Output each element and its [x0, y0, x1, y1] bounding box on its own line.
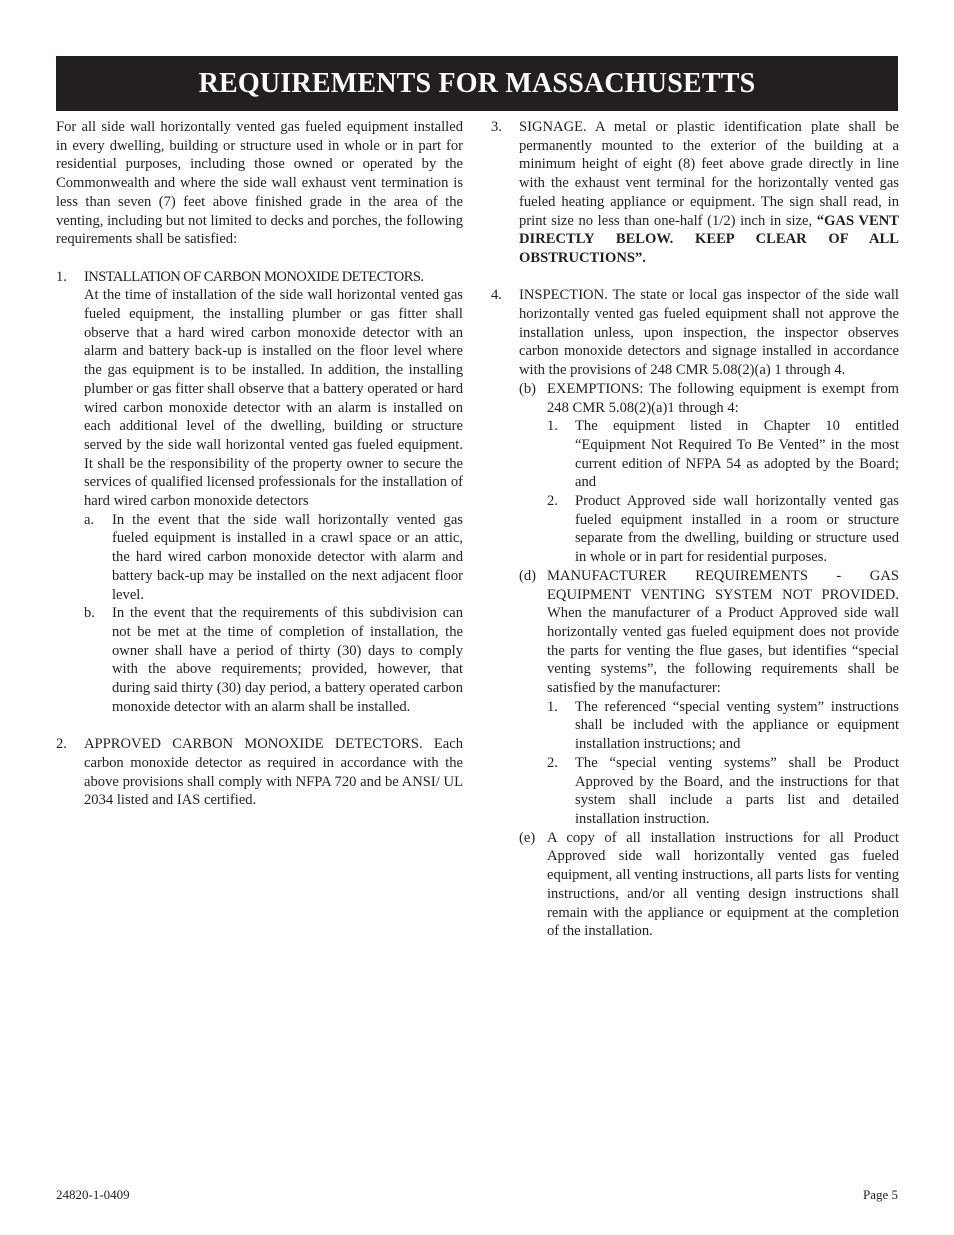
item-number: 1. — [56, 268, 67, 285]
subsubitem-label: 2. — [547, 493, 558, 510]
subsubitem-text: The referenced “special venting system” instructions shall be included with the appliance or equipment installation instructions; and — [575, 698, 899, 753]
subitem-label: a. — [84, 511, 95, 528]
item-number: 4. — [491, 287, 502, 304]
signage-wording: “GAS VENT DIRECTLY BELOW. KEEP CLEAR OF ALL OBSTRUCTIONS”. — [519, 212, 899, 266]
left-column — [56, 118, 463, 810]
subitem-e-installation-instructions — [519, 829, 899, 941]
subitem-text: A copy of all installation instructions for all Product Approved side wall horizontally vented gas fueled equipment, all venting instructions, all parts lists for venting instructions, and/or all venting design instructions shall remain with the appliance or equipment at the completion of the installation. — [547, 829, 899, 940]
subsubitem-1 — [547, 417, 899, 492]
item-heading: INSTALLATION OF CARBON MONOXIDE DETECTORS. — [84, 268, 424, 285]
document-number: 24820-1-0409 — [56, 1187, 130, 1202]
subitem-a — [84, 511, 463, 605]
subitem-text: MANUFACTURER REQUIREMENTS - GAS EQUIPMENT VENTING SYSTEM NOT PROVIDED. When the manufacturer of a Product Approved side wall horizontally vented gas fueled equipment does not provide the parts for venting the flue gases, but identifies “special venting systems”, the following requirements shall be satisfied by the manufacturer: — [547, 567, 899, 697]
subitem-label: b. — [84, 605, 95, 622]
subsubitem-text: The “special venting systems” shall be Product Approved by the Board, and the instructions for that system shall include a parts list and detailed installation instruction. — [575, 754, 899, 827]
subitem-text: EXEMPTIONS: The following equipment is exempt from 248 CMR 5.08(2)(a)1 through 4: — [547, 380, 899, 416]
item-2-approved-co-detectors — [56, 735, 463, 810]
intro-paragraph: For all side wall horizontally vented gas fueled equipment installed in every dwelling, building or structure used in whole or in part for residential purposes, including those owned or operated by the Commonwealth and where the side wall exhaust vent termination is less than seven (7) feet above finished grade in the area of the venting, including but not limited to decks and porches, the following requirements shall be satisfied: — [56, 119, 463, 248]
subsubitem-1 — [547, 698, 899, 754]
subitem-label: (e) — [519, 829, 536, 846]
subsubitem-text: Product Approved side wall horizontally vented gas fueled equipment installed in a room or structure separate from the dwelling, building or structure used in whole or in part for residential purposes. — [575, 493, 899, 566]
subitem-b — [84, 604, 463, 716]
subitem-label: (d) — [519, 567, 537, 584]
subitem-text: In the event that the side wall horizontally vented gas fueled equipment is installed in a crawl space or an attic, the hard wired carbon monoxide detector with alarm and battery back-up may be installed on the next adjacent floor level. — [112, 511, 463, 603]
item-text — [519, 118, 899, 268]
item-1-installation-co-detectors — [56, 268, 463, 717]
subitem-d-manufacturer-requirements — [519, 567, 899, 829]
item-4-inspection — [491, 286, 899, 941]
subsubitem-label: 1. — [547, 418, 558, 435]
page-number: Page 5 — [862, 1187, 898, 1202]
subsubitem-2 — [547, 754, 899, 829]
item-number: 2. — [56, 736, 67, 753]
subitem-b-exemptions — [519, 380, 899, 567]
subsubitem-text: The equipment listed in Chapter 10 entitled “Equipment Not Required To Be Vented” in the most current edition of NFPA 54 as adopted by the Board; and — [575, 418, 899, 491]
subsubitem-label: 2. — [547, 754, 558, 771]
subsubitem-2 — [547, 492, 899, 567]
page-title: REQUIREMENTS FOR MASSACHUSETTS — [56, 56, 898, 111]
subsubitem-label: 1. — [547, 698, 558, 715]
item-text: INSPECTION. The state or local gas inspector of the side wall horizontally vented gas fueled equipment shall not approve the installation unless, upon inspection, the inspector observes carbon monoxide detectors and signage installed in accordance with the provisions of 248 CMR 5.08(2)(a) 1 through 4. — [519, 287, 899, 379]
subitem-label: (b) — [519, 380, 537, 397]
signage-text: SIGNAGE. A metal or plastic identification plate shall be permanently mounted to the exterior of the building at a minimum height of eight (8) feet above grade directly in line with the exhaust vent terminal for the horizontally vented gas fueled heating appliance or equipment. The sign shall read, in print size no less than one-half (1/2) inch in size, — [519, 119, 899, 229]
item-text: At the time of installation of the side wall horizontal vented gas fueled equipment, the installing plumber or gas fitter shall observe that a hard wired carbon monoxide detector with an alarm and battery back-up is installed on the floor level where the gas equipment is to be installed. In addition, the installing plumber or gas fitter shall observe that a battery operated or hard wired carbon monoxide detector with an alarm is installed on each additional level of the dwelling, building or structure served by the side wall horizontal vented gas fueled equipment. It shall be the responsibility of the property owner to secure the services of qualified licensed professionals for the installation of hard wired carbon monoxide detectors — [84, 287, 463, 510]
item-3-signage — [491, 118, 899, 268]
item-text: APPROVED CARBON MONOXIDE DETECTORS. Each carbon monoxide detector as required in accordance with the above provisions shall comply with NFPA 720 and be ANSI/ UL 2034 listed and IAS certified. — [84, 736, 463, 809]
subitem-text: In the event that the requirements of this subdivision can not be met at the time of completion of installation, the owner shall have a period of thirty (30) days to comply with the above requirements; provided, however, that during said thirty (30) day period, a battery operated carbon monoxide detector with an alarm shall be installed. — [112, 605, 463, 715]
item-number: 3. — [491, 119, 502, 135]
right-column — [491, 118, 899, 941]
